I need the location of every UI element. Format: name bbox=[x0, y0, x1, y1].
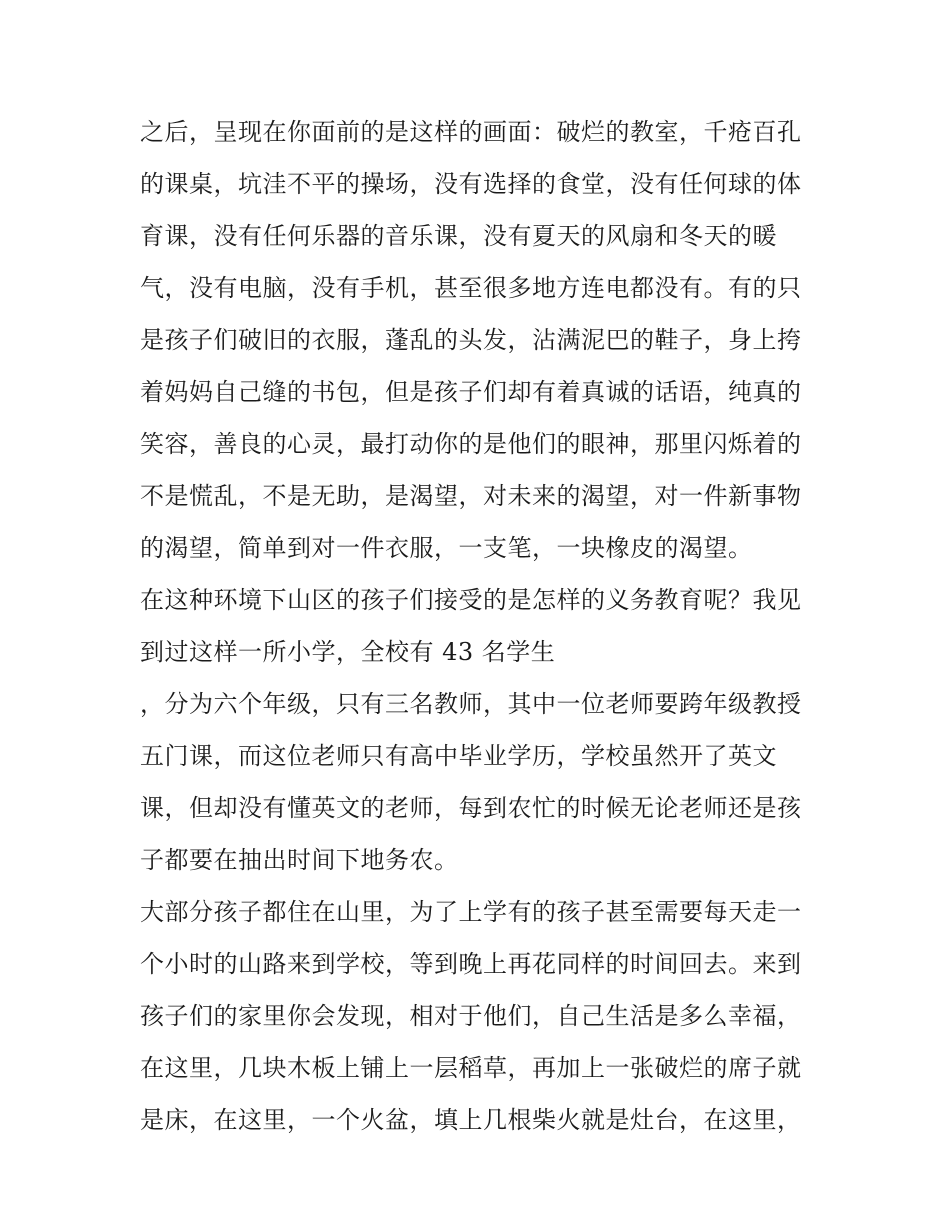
text-line: 的渴望，简单到对一件衣服，一支笔，一块橡皮的渴望。 bbox=[140, 534, 753, 562]
text-line: 子都要在抽出时间下地务农。 bbox=[140, 846, 459, 874]
text-line: ，分为六个年级，只有三名教师，其中一位老师要跨年级教授 bbox=[140, 690, 802, 718]
text-line: 是孩子们破旧的衣服，蓬乱的头发，沾满泥巴的鞋子，身上挎 bbox=[140, 326, 802, 354]
text-line: 五门课，而这位老师只有高中毕业学历，学校虽然开了英文 bbox=[140, 742, 777, 770]
text-line: 孩子们的家里你会发现，相对于他们，自己生活是多么幸福， bbox=[140, 1002, 802, 1030]
body-text bbox=[140, 106, 820, 1146]
text-line: 之后，呈现在你面前的是这样的画面：破烂的教室，千疮百孔 bbox=[140, 118, 802, 146]
text-line: 在这里，几块木板上铺上一层稻草，再加上一张破烂的席子就 bbox=[140, 1054, 802, 1082]
text-line: 个小时的山路来到学校，等到晚上再花同样的时间回去。来到 bbox=[140, 950, 802, 978]
text-line: 是床，在这里，一个火盆，填上几根柴火就是灶台，在这里， bbox=[140, 1106, 802, 1134]
text-line: 大部分孩子都住在山里，为了上学有的孩子甚至需要每天走一 bbox=[140, 898, 802, 926]
text-line: 育课，没有任何乐器的音乐课，没有夏天的风扇和冬天的暖 bbox=[140, 222, 777, 250]
text-line: 课，但却没有懂英文的老师，每到农忙的时候无论老师还是孩 bbox=[140, 794, 802, 822]
text-line: 的课桌，坑洼不平的操场，没有选择的食堂，没有任何球的体 bbox=[140, 170, 802, 198]
text-line: 到过这样一所小学，全校有 43 名学生 bbox=[140, 638, 556, 666]
text-line: 气，没有电脑，没有手机，甚至很多地方连电都没有。有的只 bbox=[140, 274, 802, 302]
text-line: 不是慌乱，不是无助，是渴望，对未来的渴望，对一件新事物 bbox=[140, 482, 802, 510]
text-line: 在这种环境下山区的孩子们接受的是怎样的义务教育呢？我见 bbox=[140, 586, 802, 614]
text-line: 着妈妈自己缝的书包，但是孩子们却有着真诚的话语，纯真的 bbox=[140, 378, 802, 406]
text-line: 笑容，善良的心灵，最打动你的是他们的眼神，那里闪烁着的 bbox=[140, 430, 802, 458]
